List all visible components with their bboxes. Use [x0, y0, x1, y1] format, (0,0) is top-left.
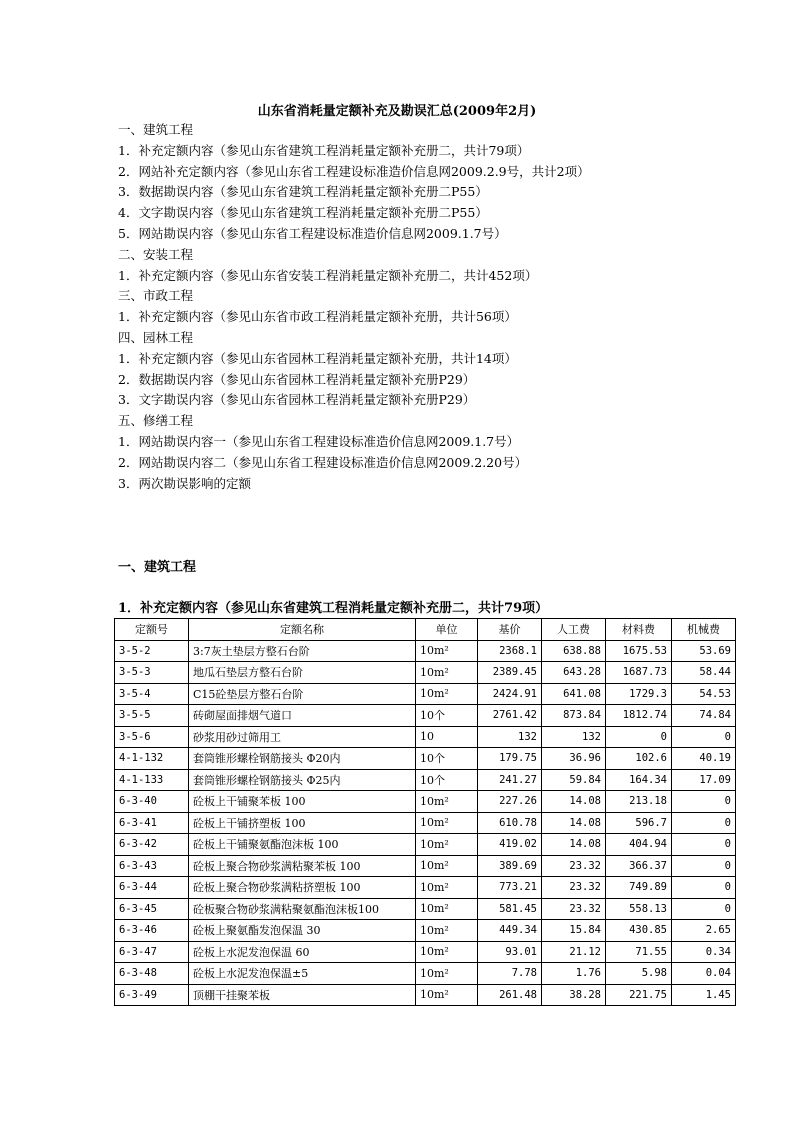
cell-name: 砼板上水泥发泡保温 60 — [189, 941, 416, 963]
cell-labor-cost: 59.84 — [542, 769, 606, 791]
cell-name: 砼板上干铺聚氨酯泡沫板 100 — [189, 834, 416, 856]
cell-unit: 10m² — [416, 984, 478, 1006]
cell-name: 砖砌屋面排烟气道口 — [189, 705, 416, 727]
cell-code: 4-1-133 — [115, 769, 189, 791]
cell-base-price: 241.27 — [478, 769, 542, 791]
toc-line: 1．补充定额内容（参见山东省园林工程消耗量定额补充册，共计14项） — [118, 350, 517, 366]
cell-code: 6-3-42 — [115, 834, 189, 856]
cell-machine-cost: 0 — [672, 855, 736, 877]
cell-code: 6-3-44 — [115, 877, 189, 899]
cell-code: 6-3-46 — [115, 920, 189, 942]
table-row — [115, 640, 736, 662]
header-base-price: 基价 — [478, 619, 542, 641]
cell-machine-cost: 1.45 — [672, 984, 736, 1006]
cell-name: 砼板上干铺挤塑板 100 — [189, 812, 416, 834]
cell-labor-cost: 36.96 — [542, 748, 606, 770]
table-row — [115, 920, 736, 942]
cell-machine-cost: 54.53 — [672, 683, 736, 705]
cell-base-price: 2424.91 — [478, 683, 542, 705]
header-unit: 单位 — [416, 619, 478, 641]
cell-code: 6-3-43 — [115, 855, 189, 877]
cell-base-price: 389.69 — [478, 855, 542, 877]
cell-material-cost: 5.98 — [606, 963, 672, 985]
cell-name: 地瓜石垫层方整石台阶 — [189, 662, 416, 684]
cell-name: 砼板上干铺聚苯板 100 — [189, 791, 416, 813]
cell-machine-cost: 40.19 — [672, 748, 736, 770]
cell-name: 砼板上聚合物砂浆满粘聚苯板 100 — [189, 855, 416, 877]
cell-machine-cost: 0.04 — [672, 963, 736, 985]
cell-unit: 10m² — [416, 791, 478, 813]
cell-unit: 10个 — [416, 748, 478, 770]
cell-unit: 10m² — [416, 941, 478, 963]
cell-labor-cost: 873.84 — [542, 705, 606, 727]
cell-code: 6-3-40 — [115, 791, 189, 813]
cell-labor-cost: 132 — [542, 726, 606, 748]
cell-code: 3-5-4 — [115, 683, 189, 705]
cell-base-price: 2389.45 — [478, 662, 542, 684]
toc-line: 2．网站补充定额内容（参见山东省工程建设标准造价信息网2009.2.9号，共计2项） — [118, 163, 590, 179]
toc-line: 2．数据勘误内容（参见山东省园林工程消耗量定额补充册P29） — [118, 371, 476, 387]
quota-table — [114, 618, 736, 1006]
header-labor-cost: 人工费 — [542, 619, 606, 641]
cell-material-cost: 1675.53 — [606, 640, 672, 662]
cell-base-price: 2761.42 — [478, 705, 542, 727]
table-row — [115, 662, 736, 684]
cell-material-cost: 102.6 — [606, 748, 672, 770]
toc-line: 一、建筑工程 — [118, 122, 194, 137]
cell-material-cost: 1687.73 — [606, 662, 672, 684]
cell-base-price: 227.26 — [478, 791, 542, 813]
cell-unit: 10m² — [416, 662, 478, 684]
cell-unit: 10m² — [416, 834, 478, 856]
cell-machine-cost: 0 — [672, 877, 736, 899]
cell-material-cost: 71.55 — [606, 941, 672, 963]
cell-base-price: 179.75 — [478, 748, 542, 770]
table-row — [115, 834, 736, 856]
cell-material-cost: 749.89 — [606, 877, 672, 899]
cell-material-cost: 430.85 — [606, 920, 672, 942]
cell-machine-cost: 0 — [672, 898, 736, 920]
cell-material-cost: 164.34 — [606, 769, 672, 791]
cell-base-price: 2368.1 — [478, 640, 542, 662]
cell-base-price: 581.45 — [478, 898, 542, 920]
cell-machine-cost: 0 — [672, 791, 736, 813]
cell-machine-cost: 17.09 — [672, 769, 736, 791]
cell-code: 6-3-48 — [115, 963, 189, 985]
cell-material-cost: 213.18 — [606, 791, 672, 813]
cell-labor-cost: 1.76 — [542, 963, 606, 985]
cell-labor-cost: 14.08 — [542, 834, 606, 856]
header-code: 定额号 — [115, 619, 189, 641]
cell-code: 3-5-3 — [115, 662, 189, 684]
cell-labor-cost: 14.08 — [542, 812, 606, 834]
table-row — [115, 791, 736, 813]
header-machine-cost: 机械费 — [672, 619, 736, 641]
cell-machine-cost: 0 — [672, 726, 736, 748]
cell-labor-cost: 23.32 — [542, 898, 606, 920]
cell-base-price: 132 — [478, 726, 542, 748]
table-row — [115, 769, 736, 791]
cell-code: 6-3-45 — [115, 898, 189, 920]
table-header-row — [115, 619, 736, 641]
cell-labor-cost: 38.28 — [542, 984, 606, 1006]
cell-unit: 10m² — [416, 640, 478, 662]
table-of-contents — [118, 120, 758, 494]
cell-unit: 10 — [416, 726, 478, 748]
toc-line: 4．文字勘误内容（参见山东省建筑工程消耗量定额补充册二P55） — [118, 205, 488, 221]
cell-name: C15砼垫层方整石台阶 — [189, 683, 416, 705]
cell-unit: 10个 — [416, 705, 478, 727]
cell-machine-cost: 2.65 — [672, 920, 736, 942]
document-title: 山东省消耗量定额补充及勘误汇总(2009年2月) — [257, 104, 537, 119]
table-row — [115, 726, 736, 748]
cell-material-cost: 366.37 — [606, 855, 672, 877]
header-name: 定额名称 — [189, 619, 416, 641]
cell-base-price: 773.21 — [478, 877, 542, 899]
cell-machine-cost: 0.34 — [672, 941, 736, 963]
cell-code: 6-3-41 — [115, 812, 189, 834]
toc-line: 2．网站勘误内容二（参见山东省工程建设标准造价信息网2009.2.20号） — [118, 454, 528, 470]
toc-line: 三、市政工程 — [118, 288, 194, 304]
header-material-cost: 材料费 — [606, 619, 672, 641]
cell-material-cost: 221.75 — [606, 984, 672, 1006]
cell-labor-cost: 643.28 — [542, 662, 606, 684]
toc-line: 1．补充定额内容（参见山东省安装工程消耗量定额补充册二，共计452项） — [118, 267, 538, 283]
cell-name: 砼板上聚氨酯发泡保温 30 — [189, 920, 416, 942]
toc-line: 3．文字勘误内容（参见山东省园林工程消耗量定额补充册P29） — [118, 392, 476, 408]
cell-name: 3:7灰土垫层方整石台阶 — [189, 640, 416, 662]
cell-labor-cost: 14.08 — [542, 791, 606, 813]
cell-name: 套筒锥形螺栓钢筋接头 Φ25内 — [189, 769, 416, 791]
cell-base-price: 449.34 — [478, 920, 542, 942]
cell-labor-cost: 23.32 — [542, 877, 606, 899]
cell-machine-cost: 0 — [672, 812, 736, 834]
toc-line: 二、安装工程 — [118, 246, 194, 262]
cell-name: 砂浆用砂过筛用工 — [189, 726, 416, 748]
cell-labor-cost: 638.88 — [542, 640, 606, 662]
cell-code: 4-1-132 — [115, 748, 189, 770]
cell-machine-cost: 74.84 — [672, 705, 736, 727]
cell-labor-cost: 15.84 — [542, 920, 606, 942]
toc-line: 3．两次勘误影响的定额 — [118, 475, 251, 491]
toc-line: 1．补充定额内容（参见山东省市政工程消耗量定额补充册，共计56项） — [118, 309, 517, 325]
toc-line: 四、园林工程 — [118, 329, 194, 345]
table-row — [115, 748, 736, 770]
cell-code: 6-3-49 — [115, 984, 189, 1006]
cell-material-cost: 404.94 — [606, 834, 672, 856]
table-row — [115, 941, 736, 963]
cell-code: 3-5-5 — [115, 705, 189, 727]
table-row — [115, 877, 736, 899]
cell-unit: 10m² — [416, 920, 478, 942]
cell-name: 砼板上聚合物砂浆满粘挤塑板 100 — [189, 877, 416, 899]
cell-code: 3-5-6 — [115, 726, 189, 748]
cell-labor-cost: 641.08 — [542, 683, 606, 705]
cell-machine-cost: 0 — [672, 834, 736, 856]
cell-unit: 10m² — [416, 855, 478, 877]
cell-unit: 10m² — [416, 812, 478, 834]
cell-labor-cost: 21.12 — [542, 941, 606, 963]
cell-unit: 10m² — [416, 877, 478, 899]
section-heading: 一、建筑工程 — [118, 560, 197, 575]
cell-unit: 10m² — [416, 683, 478, 705]
cell-base-price: 7.78 — [478, 963, 542, 985]
table-row — [115, 855, 736, 877]
toc-line: 1．补充定额内容（参见山东省建筑工程消耗量定额补充册二，共计79项） — [118, 142, 530, 158]
cell-material-cost: 1812.74 — [606, 705, 672, 727]
cell-base-price: 93.01 — [478, 941, 542, 963]
cell-name: 砼板上水泥发泡保温±5 — [189, 963, 416, 985]
cell-name: 套筒锥形螺栓钢筋接头 Φ20内 — [189, 748, 416, 770]
cell-unit: 10m² — [416, 963, 478, 985]
toc-line: 5．网站勘误内容（参见山东省工程建设标准造价信息网2009.1.7号） — [118, 225, 507, 241]
cell-base-price: 610.78 — [478, 812, 542, 834]
cell-machine-cost: 53.69 — [672, 640, 736, 662]
cell-code: 3-5-2 — [115, 640, 189, 662]
table-row — [115, 812, 736, 834]
cell-unit: 10个 — [416, 769, 478, 791]
cell-name: 砼板聚合物砂浆满粘聚氨酯泡沫板100 — [189, 898, 416, 920]
cell-labor-cost: 23.32 — [542, 855, 606, 877]
toc-line: 五、修缮工程 — [118, 413, 194, 429]
table-row — [115, 984, 736, 1006]
cell-material-cost: 0 — [606, 726, 672, 748]
toc-line: 3．数据勘误内容（参见山东省建筑工程消耗量定额补充册二P55） — [118, 184, 488, 200]
cell-name: 顶棚干挂聚苯板 — [189, 984, 416, 1006]
cell-material-cost: 1729.3 — [606, 683, 672, 705]
table-row — [115, 963, 736, 985]
cell-base-price: 419.02 — [478, 834, 542, 856]
sub-heading: 1．补充定额内容（参见山东省建筑工程消耗量定额补充册二，共计79项） — [118, 601, 549, 616]
cell-unit: 10m² — [416, 898, 478, 920]
cell-machine-cost: 58.44 — [672, 662, 736, 684]
cell-material-cost: 558.13 — [606, 898, 672, 920]
cell-code: 6-3-47 — [115, 941, 189, 963]
cell-material-cost: 596.7 — [606, 812, 672, 834]
table-row — [115, 898, 736, 920]
cell-base-price: 261.48 — [478, 984, 542, 1006]
toc-line: 1．网站勘误内容一（参见山东省工程建设标准造价信息网2009.1.7号） — [118, 433, 520, 449]
table-row — [115, 683, 736, 705]
table-row — [115, 705, 736, 727]
